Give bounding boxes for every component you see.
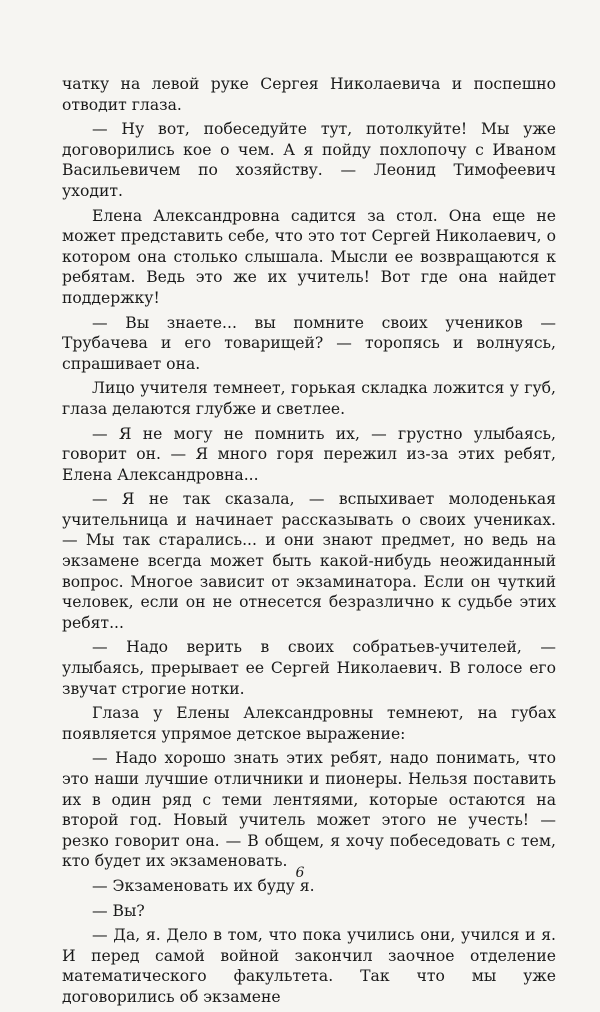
paragraph-13: — Да, я. Дело в том, что пока учились они, учился и я. И перед самой войной закончил заочное отделение математического факультета. Так что мы уже договорились об экзамене: [62, 926, 556, 1006]
paragraph-2: — Ну вот, побеседуйте тут, потолкуйте! Мы уже договорились кое о чем. А я пойду похлопочу с Иваном Васильевичем по хозяйству. — Леонид Тимофеевич уходит.: [62, 120, 556, 200]
paragraph-7: — Я не так сказала, — вспыхивает молоденькая учительница и начинает рассказывать о своих учениках. — Мы так старались... и они знают предмет, но ведь на экзамене всегда может быть какой-нибудь неожиданный вопрос. Многое зависит от экзаминатора. Если он чуткий человек, если он не отнесется безразлично к судьбе этих ребят...: [62, 490, 556, 632]
paragraph-5: Лицо учителя темнеет, горькая складка ложится у губ, глаза делаются глубже и светлее.: [62, 379, 556, 418]
paragraph-10: — Надо хорошо знать этих ребят, надо понимать, что это наши лучшие отличники и пионеры. Нельзя поставить их в один ряд с теми лентяями, которые остаются на второй год. Новый учитель может этого не учесть! — резко говорит она. — В общем, я хочу побеседовать с тем, кто будет их экзаменовать.: [62, 749, 556, 871]
paragraph-6: — Я не могу не помнить их, — грустно улыбаясь, говорит он. — Я много горя пережил из-за этих ребят, Елена Александровна...: [62, 424, 556, 484]
paragraph-8: — Надо верить в своих собратьев-учителей, — улыбаясь, прерывает ее Сергей Николаевич. В голосе его звучат строгие нотки.: [62, 638, 556, 698]
paragraph-3: Елена Александровна садится за стол. Она еще не может представить себе, что это тот Сергей Николаевич, о котором она столько слышала. Мысли ее возвращаются к ребятам. Ведь это же их учитель! Вот где она найдет поддержку!: [62, 206, 556, 307]
paragraph-1: чатку на левой руке Сергея Николаевича и поспешно отводит глаза.: [62, 75, 556, 114]
paragraph-9: Глаза у Елены Александровны темнеют, на губах появляется упрямое детское выражение:: [62, 704, 556, 743]
paragraph-12: — Вы?: [92, 901, 145, 920]
page-number: 6: [295, 865, 305, 881]
paragraph-11: — Экзаменовать их буду я.: [92, 876, 315, 895]
paragraph-4: — Вы знаете... вы помните своих учеников — Трубачева и его товарищей? — торопясь и волнуясь, спрашивает она.: [62, 313, 556, 373]
